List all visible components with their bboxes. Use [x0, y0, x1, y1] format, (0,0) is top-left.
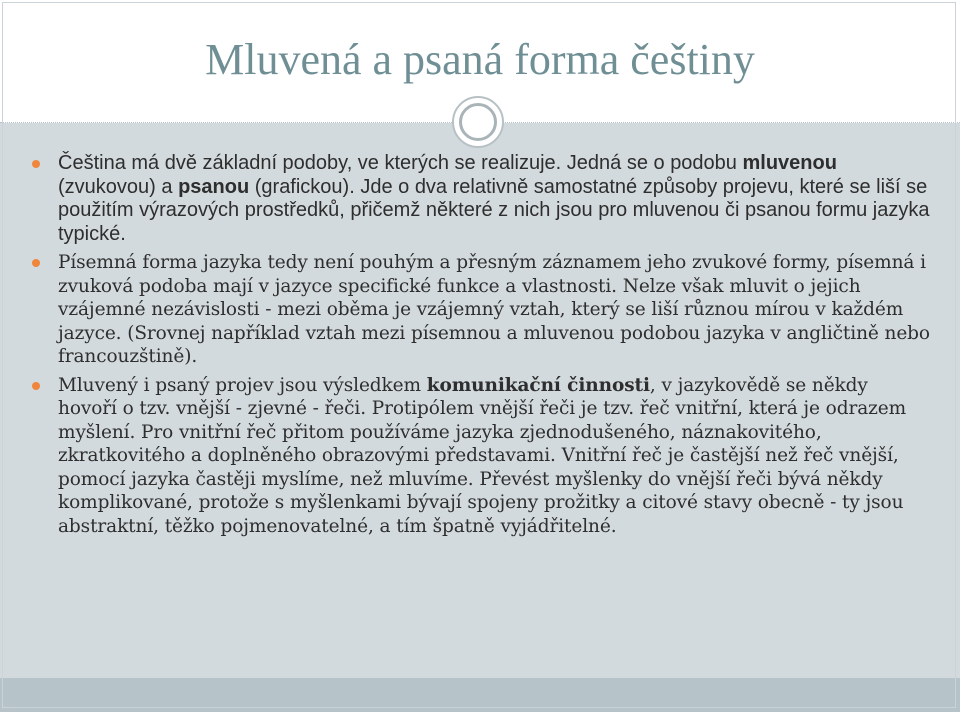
bullet-2-text: Písemná forma jazyka tedy není pouhým a přesným záznamem jeho zvukové formy, písemná i zvuková podoba mají v jazyce specifické funkce a vlastnosti. Nelze však mluvit o jejich vzájemné nezávislosti - mezi oběma je vzájemný vztah, který se liší různou mírou v každém jazyce. (Srovnej například vztah mezi písemnou a mluvenou podobou jazyka v angličtině nebo francouzštině). [58, 252, 930, 367]
bullet-dot-icon [32, 382, 40, 390]
bullet-dot-icon [32, 259, 40, 267]
bullet-1-text-a: Čeština má dvě základní podoby, ve kterých se realizuje. Jedná se o podobu [58, 152, 743, 174]
bullet-dot-icon [32, 160, 40, 168]
bullet-1-text-b: (zvukovou) a [58, 175, 179, 198]
bullet-3-text-a: Mluvený i psaný projev jsou výsledkem [58, 374, 427, 396]
bullet-1-text-c: (grafickou). Jde o dva relativně samostatné způsoby projevu, které se liší se použitím výrazových prostředků, přičemž některé z nich jsou pro mluvenou či psanou formu jazyka typické. [58, 175, 930, 245]
bullet-item-1 [32, 152, 932, 246]
bullet-1-bold-mluvenou: mluvenou [742, 152, 837, 174]
slide-title: Mluvená a psaná forma češtiny [205, 35, 755, 84]
bullet-item-2 [32, 251, 932, 369]
bullet-3-bold-komunikacni-cinnosti: komunikační činnosti [426, 374, 650, 396]
bullet-item-3 [32, 374, 932, 539]
bullet-list [32, 152, 932, 543]
bullet-3-text-b: , v jazykovědě se někdy hovoří o tzv. vnější - zjevné - řeči. Protipólem vnější řeči je tzv. řeč vnitřní, která je odrazem myšlení. Pro vnitřní řeč přitom používáme jazyka zjednodušeného, náznakovitého, zkratkovitého a doplněného obrazovými představami. Vnitřní řeč je častější než řeč vnější, pomocí jazyka častěji myslíme, než mluvíme. Převést myšlenky do vnější řeči bývá někdy komplikované, protože s myšlenkami bývají spojeny prožitky a citové stavy obecně - ty jsou abstraktní, těžko pojmenovatelné, a tím špatně vyjádřitelné. [58, 374, 907, 537]
bullet-1-bold-psanou: psanou [178, 175, 250, 198]
